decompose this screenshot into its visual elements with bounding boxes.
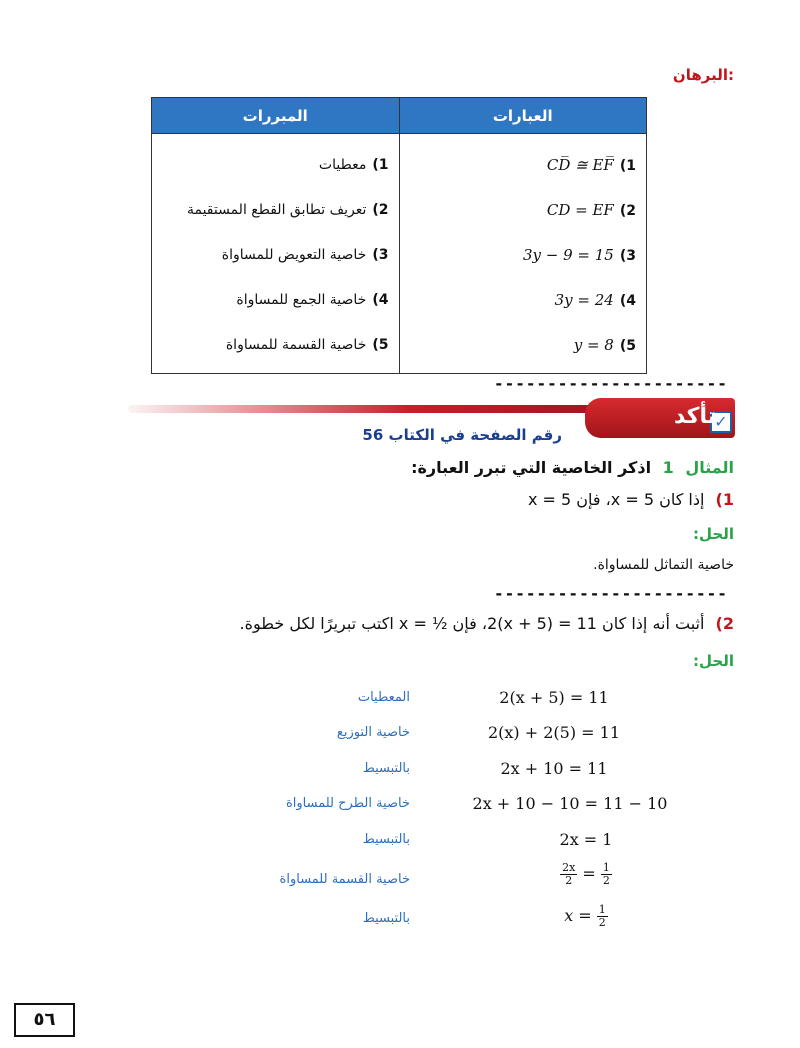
proof-label: البرهان: <box>672 66 734 84</box>
proof-table <box>151 97 647 374</box>
question-1 <box>528 490 734 509</box>
step-reason: بالتبسيط <box>362 761 410 776</box>
page-number: ٥٦ <box>14 1003 75 1037</box>
fraction: $\frac{2x}{2}$ <box>562 861 576 887</box>
step-reason: خاصية التوزيع <box>336 725 410 740</box>
statement-cell: 4)3y = 24 <box>399 277 647 322</box>
statement-cell: 2)CD = EF <box>399 187 647 232</box>
step-reason: خاصية الطرح للمساواة <box>285 796 410 811</box>
reason-cell: 2)تعريف تطابق القطع المستقيمة <box>152 187 400 232</box>
example-heading <box>411 458 734 477</box>
statements-header: العبارات <box>399 98 647 134</box>
reason-cell: 5)خاصية القسمة للمساواة <box>152 322 400 374</box>
banner-stripe <box>128 405 598 413</box>
fraction: $\frac{1}{2}$ <box>598 903 606 929</box>
step-reason: بالتبسيط <box>362 832 410 847</box>
step-reason: بالتبسيط <box>362 911 410 926</box>
step-reason: المعطيات <box>357 690 410 705</box>
question-2-number: 2) <box>715 614 734 633</box>
step-equation-final: x = $\frac{1}{2}$ <box>564 903 606 929</box>
separator-1: ---------------------- <box>494 374 728 393</box>
step-equation: 2x + 10 = 11 <box>500 759 608 778</box>
step-equation-fraction: $\frac{2x}{2}$ = $\frac{1}{2}$ <box>562 861 610 887</box>
question-2-text: أثبت أنه إذا كان 11 = (x + 5)2، فإن ½ = x اكتب تبريرًا لكل خطوة. <box>239 614 705 633</box>
statement-cell: 1)CD̅ ≅ EF̅ <box>399 134 647 188</box>
reason-cell: 4)خاصية الجمع للمساواة <box>152 277 400 322</box>
question-1-number: 1) <box>715 490 734 509</box>
reasons-header: المبررات <box>152 98 400 134</box>
statement-cell: 5)y = 8 <box>399 322 647 374</box>
step-equation: 2x + 10 − 10 = 11 − 10 <box>472 794 668 813</box>
example-label: المثال <box>685 458 734 477</box>
solution-label-1: الحل: <box>693 525 734 543</box>
book-page-reference: رقم الصفحة في الكتاب 56 <box>362 426 562 444</box>
example-instruction: اذكر الخاصية التي تبرر العبارة: <box>411 458 652 477</box>
reason-cell: 3)خاصية التعويض للمساواة <box>152 232 400 277</box>
question-1-answer: خاصية التماثل للمساواة. <box>593 557 734 573</box>
step-equation: 2x = 1 <box>559 830 613 849</box>
question-2 <box>240 614 734 633</box>
example-number: 1 <box>662 458 674 477</box>
step-reason: خاصية القسمة للمساواة <box>279 872 410 887</box>
step-equation: 2(x) + 2(5) = 11 <box>487 723 621 742</box>
fraction: $\frac{1}{2}$ <box>602 861 610 887</box>
question-1-text: إذا كان x = 5، فإن 5 = x <box>527 490 705 509</box>
solution-label-2: الحل: <box>693 652 734 670</box>
reason-cell: 1)معطيات <box>152 134 400 188</box>
checkbox-icon: ✓ <box>710 411 732 433</box>
step-equation: 2(x + 5) = 11 <box>499 688 609 707</box>
statement-cell: 3)3y − 9 = 15 <box>399 232 647 277</box>
separator-2: ---------------------- <box>494 584 728 603</box>
banner-title: تأكد <box>673 404 716 429</box>
